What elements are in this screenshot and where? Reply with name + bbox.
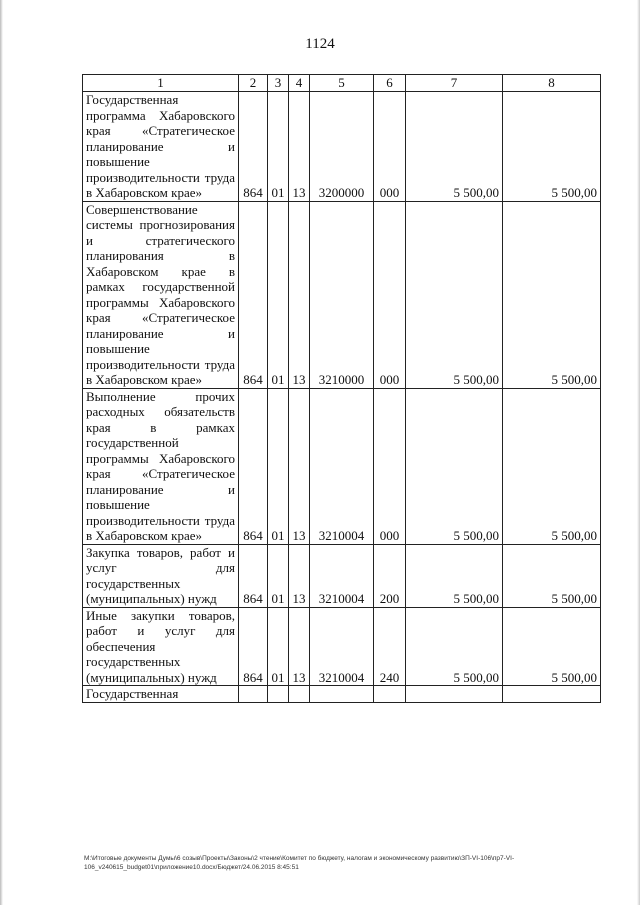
budget-table bbox=[82, 74, 601, 703]
row-name: Иные закупки товаров, работ и услуг для обеспечения государственных (муниципальных) нужд bbox=[83, 607, 239, 686]
table-row bbox=[83, 92, 601, 202]
cell-col-8: 5 500,00 bbox=[503, 388, 601, 544]
cell-col-7: 5 500,00 bbox=[406, 607, 503, 686]
cell-col-4: 13 bbox=[289, 201, 310, 388]
cell-col-6 bbox=[374, 686, 406, 703]
scan-edge-left bbox=[0, 0, 3, 905]
cell-col-7 bbox=[406, 686, 503, 703]
cell-col-3: 01 bbox=[268, 544, 289, 607]
cell-col-5: 3210004 bbox=[310, 388, 374, 544]
cell-col-3: 01 bbox=[268, 92, 289, 202]
row-name: Закупка товаров, работ и услуг для государственных (муниципальных) нужд bbox=[83, 544, 239, 607]
cell-col-4: 13 bbox=[289, 544, 310, 607]
header-col-2: 2 bbox=[239, 75, 268, 92]
cell-col-6: 000 bbox=[374, 201, 406, 388]
cell-col-6: 240 bbox=[374, 607, 406, 686]
cell-col-6: 200 bbox=[374, 544, 406, 607]
cell-col-4: 13 bbox=[289, 607, 310, 686]
header-col-3: 3 bbox=[268, 75, 289, 92]
cell-col-8 bbox=[503, 686, 601, 703]
cell-col-5: 3210004 bbox=[310, 544, 374, 607]
footer-line-1: М:\Итоговые документы Думы\6 созыв\Проекты\Законы\2 чтение\Комитет по бюджету, налогам и экономическому развитию\ЗП-VI-106\пр7-VI- bbox=[84, 855, 515, 862]
cell-col-8: 5 500,00 bbox=[503, 201, 601, 388]
row-name: Выполнение прочих расходных обязательств края в рамках государственной программы Хабаровского края «Стратегическое планирование и повышение производительности труда в Хабаровском крае» bbox=[83, 388, 239, 544]
cell-col-5: 3210004 bbox=[310, 607, 374, 686]
cell-col-3: 01 bbox=[268, 607, 289, 686]
cell-col-7: 5 500,00 bbox=[406, 544, 503, 607]
cell-col-5: 3200000 bbox=[310, 92, 374, 202]
cell-col-2: 864 bbox=[239, 201, 268, 388]
cell-col-8: 5 500,00 bbox=[503, 92, 601, 202]
table-row bbox=[83, 607, 601, 686]
cell-col-5: 3210000 bbox=[310, 201, 374, 388]
header-col-4: 4 bbox=[289, 75, 310, 92]
cell-col-8: 5 500,00 bbox=[503, 607, 601, 686]
cell-col-4 bbox=[289, 686, 310, 703]
row-name: Государственная программа Хабаровского края «Стратегическое планирование и повышение производительности труда в Хабаровском крае» bbox=[83, 92, 239, 202]
cell-col-4: 13 bbox=[289, 388, 310, 544]
header-col-5: 5 bbox=[310, 75, 374, 92]
cell-col-2 bbox=[239, 686, 268, 703]
table-row bbox=[83, 544, 601, 607]
cell-col-2: 864 bbox=[239, 92, 268, 202]
table-row bbox=[83, 201, 601, 388]
header-col-1: 1 bbox=[83, 75, 239, 92]
cell-col-8: 5 500,00 bbox=[503, 544, 601, 607]
cell-col-3 bbox=[268, 686, 289, 703]
document-path-footer bbox=[84, 854, 604, 872]
page-number: 1124 bbox=[305, 36, 335, 52]
header-col-6: 6 bbox=[374, 75, 406, 92]
cell-col-2: 864 bbox=[239, 388, 268, 544]
table-row bbox=[83, 686, 601, 703]
header-col-7: 7 bbox=[406, 75, 503, 92]
cell-col-3: 01 bbox=[268, 201, 289, 388]
row-name: Совершенствование системы прогнозирования и стратегического планирования в Хабаровском крае в рамках государственной программы Хабаровского края «Стратегическое планирование и повышение производительности труда в Хабаровском крае» bbox=[83, 201, 239, 388]
table-header-row bbox=[83, 75, 601, 92]
header-col-8: 8 bbox=[503, 75, 601, 92]
cell-col-7: 5 500,00 bbox=[406, 92, 503, 202]
cell-col-7: 5 500,00 bbox=[406, 201, 503, 388]
row-name: Государственная bbox=[83, 686, 239, 703]
cell-col-6: 000 bbox=[374, 92, 406, 202]
footer-line-2: 106_v240615_budget01\приложение10.docx/Бюджет/24.06.2015 8:45:51 bbox=[84, 864, 299, 871]
cell-col-3: 01 bbox=[268, 388, 289, 544]
table-row bbox=[83, 388, 601, 544]
cell-col-7: 5 500,00 bbox=[406, 388, 503, 544]
cell-col-4: 13 bbox=[289, 92, 310, 202]
cell-col-2: 864 bbox=[239, 544, 268, 607]
cell-col-6: 000 bbox=[374, 388, 406, 544]
cell-col-5 bbox=[310, 686, 374, 703]
cell-col-2: 864 bbox=[239, 607, 268, 686]
